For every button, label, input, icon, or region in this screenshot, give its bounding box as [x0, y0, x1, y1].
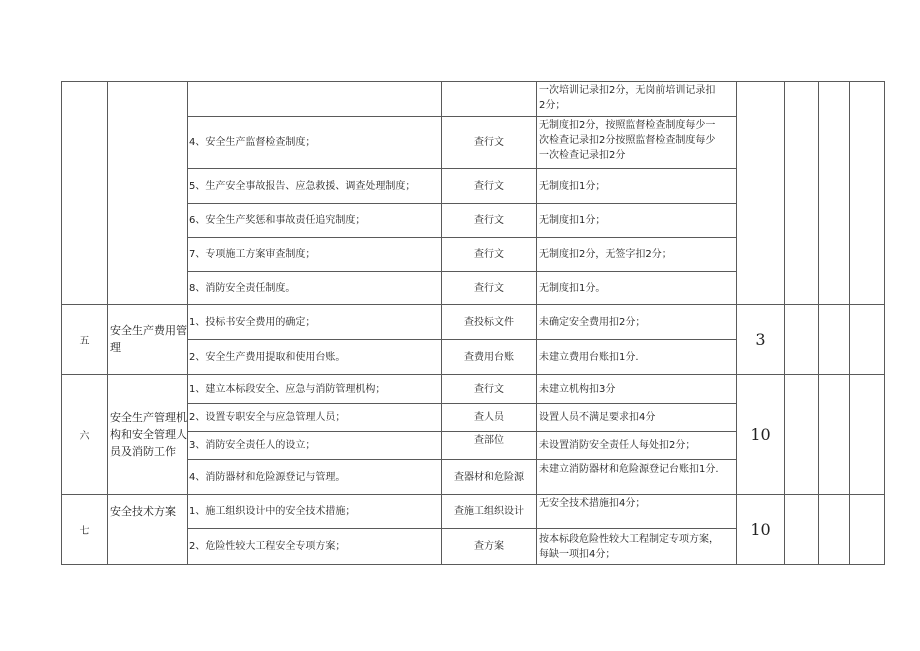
section-number [62, 305, 107, 374]
content-text: 2、设置专职安全与应急管理人员； [189, 412, 346, 423]
col-line [784, 81, 785, 565]
method-cell [442, 495, 536, 528]
standard-text: 每缺一项扣4分； [539, 549, 616, 560]
method-text: 查费用台账 [464, 351, 514, 363]
standard-text: 一次培训记录扣2分，无岗前培训记录扣 [539, 85, 716, 96]
standard-text: 未建立消防器材和危险源登记台账扣1分. [539, 464, 719, 475]
content-cell [189, 529, 345, 564]
score-text: 3 [755, 330, 766, 349]
content-cell [189, 238, 315, 271]
method-text: 查行文 [474, 383, 504, 395]
section-score [737, 495, 784, 564]
content-cell [189, 169, 415, 203]
col-line [107, 81, 108, 565]
standard-cell [539, 169, 605, 203]
section-number [62, 495, 107, 564]
col-line [536, 81, 537, 565]
method-text: 查施工组织设计 [454, 506, 524, 517]
content-text: 4、消防器材和危险源登记与管理。 [189, 471, 346, 483]
section-number [62, 375, 107, 494]
col-line [884, 81, 885, 565]
standard-cell [539, 496, 645, 511]
method-cell [442, 529, 536, 564]
standard-cell [539, 532, 719, 562]
content-cell [189, 272, 295, 304]
standard-text: 未建立费用台账扣1分. [539, 351, 639, 363]
standard-cell [539, 272, 605, 304]
method-cell [442, 238, 536, 271]
col-line [849, 81, 850, 565]
score-text: 10 [750, 425, 771, 444]
standard-text: 无安全技术措施扣4分； [539, 498, 646, 509]
content-text: 1、投标书安全费用的确定； [189, 316, 316, 328]
content-cell [189, 432, 315, 459]
standard-text: 无制度扣2分，按照监督检查制度每少一 [539, 120, 716, 131]
item-text: 安全技术方案 [110, 505, 176, 518]
content-text: 5、生产安全事故报告、应急救援、调查处理制度； [189, 180, 416, 192]
method-cell [442, 340, 536, 374]
method-text: 查器材和危险源 [454, 471, 524, 483]
content-cell [189, 495, 355, 528]
content-text: 3、消防安全责任人的设立； [189, 440, 316, 451]
method-cell [442, 117, 536, 168]
content-cell [189, 460, 345, 494]
method-cell [442, 204, 536, 237]
standard-cell [539, 375, 615, 403]
method-text: 查行文 [474, 282, 504, 294]
content-cell [189, 305, 315, 339]
item-text: 安全生产费用管 [110, 324, 187, 337]
section-item [110, 503, 176, 520]
method-cell [442, 460, 536, 494]
section-number-text: 五 [79, 336, 90, 347]
section-item [110, 409, 187, 460]
standard-cell [539, 118, 715, 163]
method-text: 查行文 [474, 137, 504, 148]
content-cell [189, 375, 385, 403]
method-cell [442, 272, 536, 304]
content-text: 8、消防安全责任制度。 [189, 282, 296, 294]
method-text: 查行文 [474, 215, 504, 226]
standard-cell [539, 340, 639, 374]
content-text: 2、安全生产费用提取和使用台账。 [189, 351, 346, 363]
standard-text: 无制度扣1分。 [539, 282, 606, 294]
standard-text: 未建立机构扣3分 [539, 383, 616, 395]
standard-text: 无制度扣2分，无签字扣2分； [539, 249, 672, 260]
standard-cell [539, 83, 715, 113]
content-text: 4、安全生产监督检查制度； [189, 137, 316, 148]
section-score [737, 375, 784, 494]
method-text: 查行文 [474, 180, 504, 192]
method-text: 查行文 [474, 249, 504, 260]
content-cell [189, 340, 345, 374]
method-cell [442, 433, 536, 448]
content-text: 1、建立本标段安全、应急与消防管理机构； [189, 383, 386, 395]
content-cell [189, 404, 345, 431]
standard-cell [539, 204, 605, 237]
method-text: 查部位 [474, 435, 504, 446]
standard-cell [539, 462, 719, 477]
col-line [187, 81, 188, 565]
content-cell [189, 204, 365, 237]
content-text: 1、施工组织设计中的安全技术措施； [189, 506, 356, 517]
table-border-bottom [61, 564, 884, 565]
method-text: 查投标文件 [464, 316, 514, 328]
standard-text: 无制度扣1分； [539, 180, 606, 192]
standard-cell [539, 404, 655, 431]
standard-text: 2分； [539, 100, 566, 111]
item-text: 员及消防工作 [110, 445, 176, 458]
section-item [110, 322, 187, 356]
item-text: 安全生产管理机 [110, 411, 187, 424]
standard-text: 次检查记录扣2分按照监督检查制度每少 [539, 135, 716, 146]
standard-text: 一次检查记录扣2分 [539, 150, 626, 161]
method-cell [442, 169, 536, 203]
standard-text: 设置人员不满足要求扣4分 [539, 412, 656, 423]
table-border-top [61, 81, 884, 82]
section-score [737, 305, 784, 374]
method-cell [442, 404, 536, 431]
content-cell [189, 117, 315, 168]
content-text: 7、专项施工方案审查制度； [189, 249, 316, 260]
standard-text: 无制度扣1分； [539, 215, 606, 226]
item-text: 构和安全管理人 [110, 428, 187, 441]
col-line [818, 81, 819, 565]
standard-text: 按本标段危险性较大工程制定专项方案， [539, 534, 719, 545]
section-number-text: 六 [79, 431, 90, 442]
section-number-text: 七 [79, 526, 90, 537]
method-cell [442, 305, 536, 339]
method-text: 查方案 [474, 541, 504, 552]
method-cell [442, 375, 536, 403]
standard-cell [539, 432, 695, 459]
content-text: 2、危险性较大工程安全专项方案； [189, 541, 346, 552]
score-text: 10 [750, 520, 771, 539]
standard-text: 未确定安全费用扣2分； [539, 316, 646, 328]
method-text: 查人员 [474, 412, 504, 423]
item-text: 理 [110, 341, 121, 354]
standard-cell [539, 305, 645, 339]
standard-cell [539, 238, 672, 271]
content-text: 6、安全生产奖惩和事故责任追究制度； [189, 215, 366, 226]
standard-text: 未设置消防安全责任人每处扣2分； [539, 440, 696, 451]
